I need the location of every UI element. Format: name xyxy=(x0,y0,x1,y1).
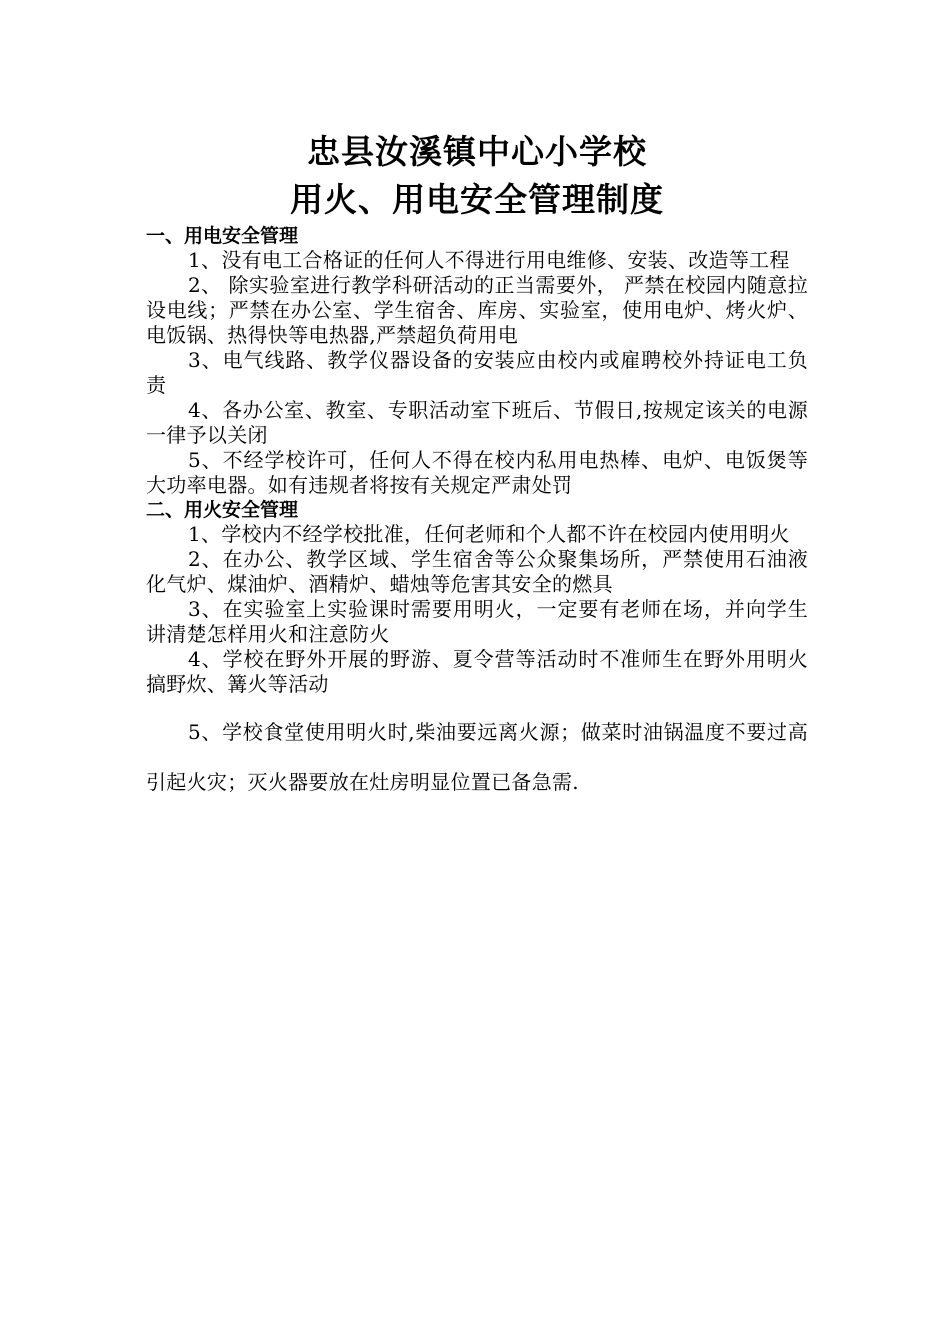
section-fire xyxy=(146,498,808,807)
rule-paragraph: 1、学校内不经学校批准，任何老师和个人都不许在校园内使用明火 xyxy=(188,522,790,546)
section-heading: 一、用电安全管理 xyxy=(146,225,299,247)
rule-paragraph: 4、各办公室、教室、专职活动室下班后、节假日,按规定该关的电源一律予以关闭 xyxy=(146,398,808,447)
rule-paragraph: 2、 除实验室进行教学科研活动的正当需要外， 严禁在校园内随意拉设电线；严禁在办公室、学生宿舍、库房、实验室，使用电炉、烤火炉、电饭锅、热得快等电热器,严禁超负荷用电 xyxy=(146,273,808,347)
rule-paragraph: 3、电气线路、教学仪器设备的安装应由校内或雇聘校外持证电工负责 xyxy=(146,348,808,397)
rule-paragraph: 5、学校食堂使用明火时,柴油要远离火源；做菜时油锅温度不要过高引起火灾；灭火器要放在灶房明显位置已备急需. xyxy=(146,720,808,794)
rule-paragraph: 1、没有电工合格证的任何人不得进行用电维修、安装、改造等工程 xyxy=(188,248,790,272)
rule-paragraph: 5、不经学校许可，任何人不得在校内私用电热棒、电炉、电饭煲等大功率电器。如有违规者将按有关规定严肃处罚 xyxy=(146,448,808,497)
section-heading: 二、用火安全管理 xyxy=(146,499,299,521)
document-title-line2: 用火、用电安全管理制度 xyxy=(290,180,664,219)
section-electricity xyxy=(146,224,808,498)
document-page xyxy=(146,128,808,807)
rule-paragraph: 4、学校在野外开展的野游、夏令营等活动时不准师生在野外用明火搞野炊、篝火等活动 xyxy=(146,647,808,696)
rule-paragraph: 3、在实验室上实验课时需要用明火，一定要有老师在场，并向学生讲清楚怎样用火和注意防火 xyxy=(146,597,808,646)
document-title-line1: 忠县汝溪镇中心小学校 xyxy=(307,132,647,171)
rule-paragraph: 2、在办公、教学区域、学生宿舍等公众聚集场所，严禁使用石油液化气炉、煤油炉、酒精炉、蜡烛等危害其安全的燃具 xyxy=(146,547,808,596)
